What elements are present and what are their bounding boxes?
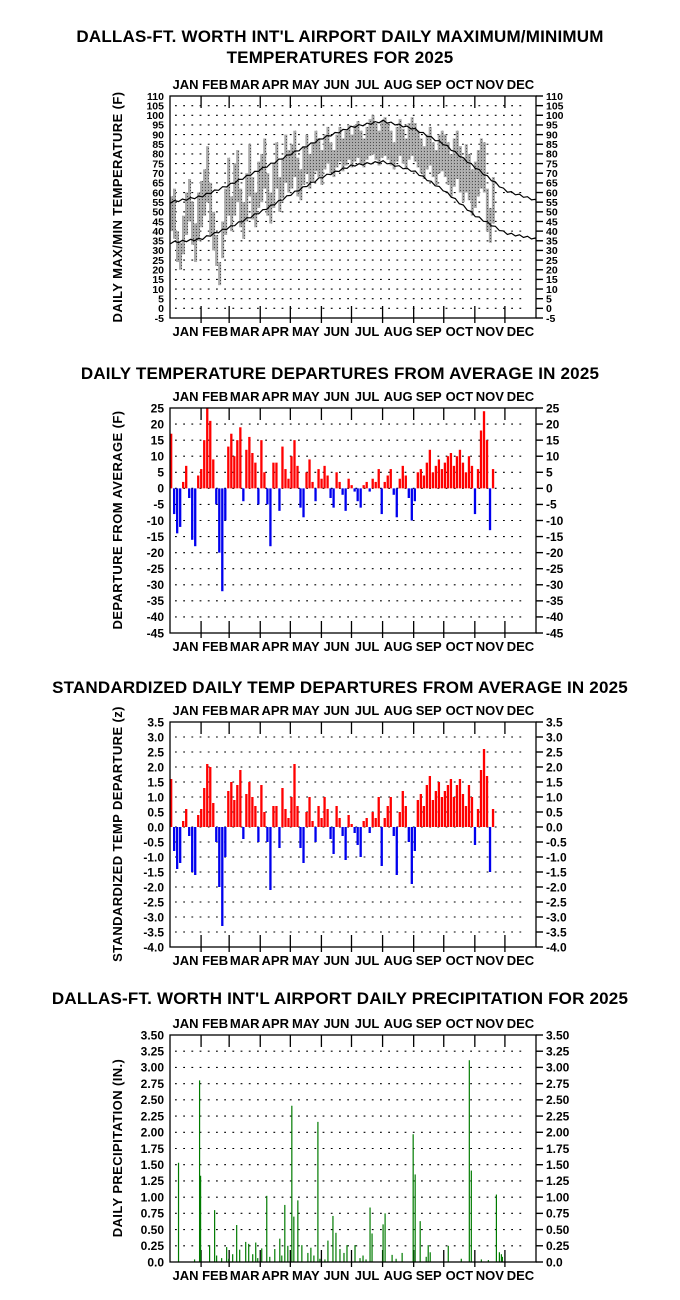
- svg-text:3.50: 3.50: [546, 1028, 570, 1043]
- svg-text:105: 105: [546, 100, 564, 113]
- svg-text:APR: APR: [261, 77, 290, 92]
- svg-text:JAN: JAN: [172, 324, 199, 339]
- svg-text:JUN: JUN: [323, 703, 350, 718]
- svg-text:3.5: 3.5: [546, 715, 563, 730]
- svg-text:100: 100: [546, 110, 564, 123]
- svg-text:FEB: FEB: [202, 324, 229, 339]
- svg-text:DEC: DEC: [506, 1268, 535, 1283]
- svg-text:JUN: JUN: [323, 324, 350, 339]
- svg-text:JAN: JAN: [172, 1016, 199, 1031]
- svg-text:55: 55: [546, 196, 558, 209]
- svg-text:45: 45: [546, 216, 558, 229]
- svg-text:-15: -15: [546, 529, 564, 544]
- svg-text:JAN: JAN: [172, 77, 199, 92]
- svg-text:-3.5: -3.5: [143, 925, 164, 940]
- svg-text:2.5: 2.5: [546, 745, 563, 760]
- svg-text:-15: -15: [146, 529, 164, 544]
- svg-text:JUL: JUL: [354, 77, 380, 92]
- svg-text:0.0: 0.0: [546, 1255, 563, 1270]
- svg-text:-0.5: -0.5: [143, 835, 164, 850]
- svg-text:110: 110: [147, 90, 164, 103]
- svg-text:1.00: 1.00: [140, 1190, 164, 1205]
- svg-text:-30: -30: [146, 578, 164, 593]
- svg-text:APR: APR: [261, 639, 290, 654]
- svg-text:JUN: JUN: [323, 1268, 350, 1283]
- svg-text:5: 5: [546, 293, 552, 306]
- svg-text:JAN: JAN: [172, 953, 199, 968]
- svg-text:-5: -5: [153, 497, 164, 512]
- svg-text:NOV: NOV: [475, 1268, 504, 1283]
- svg-text:SEP: SEP: [415, 639, 442, 654]
- chart3-standardized-departure-plot: [143, 703, 567, 968]
- svg-text:SEP: SEP: [415, 389, 442, 404]
- svg-text:1.5: 1.5: [546, 775, 563, 790]
- svg-text:JUL: JUL: [354, 324, 380, 339]
- svg-text:JUN: JUN: [323, 389, 350, 404]
- svg-text:30: 30: [546, 245, 558, 258]
- svg-text:DEC: DEC: [506, 77, 535, 92]
- svg-text:-5: -5: [546, 312, 556, 325]
- svg-text:0.0: 0.0: [147, 820, 164, 835]
- grid-and-ticks: [141, 1028, 570, 1269]
- chart1-y-axis-label: DAILY MAX/MIN TEMPERATURE (F): [110, 91, 125, 323]
- svg-text:-30: -30: [546, 578, 564, 593]
- svg-text:0.5: 0.5: [147, 805, 164, 820]
- svg-text:20: 20: [152, 264, 164, 277]
- svg-text:45: 45: [152, 216, 164, 229]
- svg-text:-2.0: -2.0: [143, 880, 164, 895]
- svg-text:APR: APR: [261, 953, 290, 968]
- svg-text:APR: APR: [261, 324, 290, 339]
- svg-text:2.5: 2.5: [147, 745, 164, 760]
- svg-text:90: 90: [152, 129, 164, 142]
- svg-text:-3.0: -3.0: [143, 910, 164, 925]
- svg-text:50: 50: [152, 206, 164, 219]
- svg-text:35: 35: [152, 235, 164, 248]
- svg-text:MAY: MAY: [292, 1016, 320, 1031]
- svg-text:-5: -5: [546, 497, 557, 512]
- svg-text:NOV: NOV: [475, 77, 504, 92]
- svg-text:0.50: 0.50: [140, 1222, 164, 1237]
- svg-text:15: 15: [546, 433, 560, 448]
- svg-text:10: 10: [150, 449, 164, 464]
- svg-text:NOV: NOV: [475, 1016, 504, 1031]
- svg-text:-4.0: -4.0: [546, 940, 567, 955]
- svg-text:APR: APR: [261, 1016, 290, 1031]
- svg-text:3.5: 3.5: [147, 715, 164, 730]
- svg-text:1.0: 1.0: [147, 790, 164, 805]
- svg-text:MAR: MAR: [229, 639, 260, 654]
- svg-text:0: 0: [158, 303, 164, 316]
- svg-text:2.25: 2.25: [140, 1109, 164, 1124]
- grid-and-ticks: [143, 715, 567, 954]
- svg-text:75: 75: [152, 158, 164, 171]
- svg-text:2.50: 2.50: [546, 1093, 570, 1108]
- svg-text:-25: -25: [146, 562, 164, 577]
- svg-text:JUL: JUL: [354, 1268, 380, 1283]
- svg-text:AUG: AUG: [383, 77, 413, 92]
- svg-text:20: 20: [546, 264, 558, 277]
- svg-text:-45: -45: [146, 626, 164, 641]
- svg-text:SEP: SEP: [415, 77, 442, 92]
- svg-text:25: 25: [152, 254, 164, 267]
- svg-text:-35: -35: [146, 594, 164, 609]
- svg-text:-10: -10: [146, 513, 164, 528]
- svg-text:OCT: OCT: [445, 953, 474, 968]
- svg-text:JUL: JUL: [354, 953, 380, 968]
- svg-text:15: 15: [150, 433, 164, 448]
- svg-text:-2.0: -2.0: [546, 880, 567, 895]
- svg-text:JAN: JAN: [172, 639, 199, 654]
- svg-text:MAY: MAY: [292, 953, 320, 968]
- svg-text:60: 60: [546, 187, 558, 200]
- data-series: [170, 408, 494, 591]
- chart1-title-line2: TEMPERATURES FOR 2025: [226, 48, 454, 67]
- svg-text:-1.0: -1.0: [546, 850, 567, 865]
- svg-text:NOV: NOV: [475, 703, 504, 718]
- svg-text:1.50: 1.50: [140, 1158, 164, 1173]
- svg-text:2.0: 2.0: [546, 760, 563, 775]
- svg-text:2.75: 2.75: [546, 1076, 570, 1091]
- svg-text:3.00: 3.00: [140, 1060, 164, 1075]
- svg-text:JAN: JAN: [172, 703, 199, 718]
- svg-text:-3.0: -3.0: [546, 910, 567, 925]
- svg-text:3.0: 3.0: [546, 730, 563, 745]
- svg-text:3.00: 3.00: [546, 1060, 570, 1075]
- svg-text:2.75: 2.75: [140, 1076, 164, 1091]
- svg-text:50: 50: [546, 206, 558, 219]
- svg-text:OCT: OCT: [445, 77, 474, 92]
- svg-text:105: 105: [146, 100, 164, 113]
- svg-text:MAR: MAR: [229, 1268, 260, 1283]
- svg-text:FEB: FEB: [202, 389, 229, 404]
- svg-text:SEP: SEP: [415, 324, 442, 339]
- svg-text:OCT: OCT: [445, 639, 474, 654]
- svg-text:25: 25: [546, 401, 560, 416]
- month-labels: [173, 703, 535, 968]
- svg-text:JUL: JUL: [354, 703, 380, 718]
- svg-text:15: 15: [152, 274, 164, 287]
- svg-text:0.75: 0.75: [546, 1206, 570, 1221]
- svg-text:AUG: AUG: [383, 703, 413, 718]
- svg-text:MAY: MAY: [292, 324, 320, 339]
- month-labels: [173, 389, 535, 654]
- svg-text:MAY: MAY: [292, 1268, 320, 1283]
- svg-text:JUL: JUL: [354, 639, 380, 654]
- data-series: [170, 749, 494, 926]
- svg-text:70: 70: [152, 167, 164, 180]
- data-series: [179, 1060, 503, 1262]
- svg-text:1.25: 1.25: [140, 1174, 164, 1189]
- svg-text:NOV: NOV: [475, 324, 504, 339]
- svg-text:FEB: FEB: [202, 953, 229, 968]
- svg-text:-40: -40: [546, 610, 564, 625]
- svg-text:JAN: JAN: [172, 389, 199, 404]
- chart3-title: STANDARDIZED DAILY TEMP DEPARTURES FROM AVERAGE IN 2025: [52, 678, 628, 697]
- svg-text:-1.5: -1.5: [546, 865, 567, 880]
- svg-text:0.25: 0.25: [140, 1239, 164, 1254]
- svg-text:1.00: 1.00: [546, 1190, 570, 1205]
- svg-text:AUG: AUG: [383, 953, 413, 968]
- svg-text:JUL: JUL: [354, 1016, 380, 1031]
- svg-text:-1.5: -1.5: [143, 865, 164, 880]
- chart4-precipitation-plot: [141, 1016, 570, 1283]
- svg-text:NOV: NOV: [475, 389, 504, 404]
- svg-text:0.50: 0.50: [546, 1222, 570, 1237]
- svg-text:-20: -20: [546, 545, 564, 560]
- svg-text:MAY: MAY: [292, 703, 320, 718]
- svg-text:JAN: JAN: [172, 1268, 199, 1283]
- svg-text:JUN: JUN: [323, 1016, 350, 1031]
- svg-text:DEC: DEC: [506, 324, 535, 339]
- svg-text:MAR: MAR: [229, 77, 260, 92]
- svg-text:1.5: 1.5: [147, 775, 164, 790]
- svg-text:FEB: FEB: [202, 77, 229, 92]
- svg-text:DEC: DEC: [506, 1016, 535, 1031]
- svg-text:85: 85: [152, 139, 164, 152]
- svg-text:2.00: 2.00: [140, 1125, 164, 1140]
- chart2-y-axis-label: DEPARTURE FROM AVERAGE (F): [110, 410, 125, 630]
- svg-text:DEC: DEC: [506, 389, 535, 404]
- svg-text:95: 95: [152, 119, 164, 132]
- svg-text:0.75: 0.75: [140, 1206, 164, 1221]
- svg-text:APR: APR: [261, 1268, 290, 1283]
- svg-text:JUL: JUL: [354, 389, 380, 404]
- svg-text:10: 10: [546, 449, 560, 464]
- svg-text:1.75: 1.75: [140, 1141, 164, 1156]
- svg-text:0: 0: [546, 481, 553, 496]
- chart2-title: DAILY TEMPERATURE DEPARTURES FROM AVERAGE IN 2025: [80, 364, 600, 383]
- svg-text:0.25: 0.25: [546, 1239, 570, 1254]
- svg-text:-0.5: -0.5: [546, 835, 567, 850]
- svg-text:5: 5: [157, 465, 164, 480]
- svg-text:2.50: 2.50: [140, 1093, 164, 1108]
- svg-text:10: 10: [152, 283, 164, 296]
- svg-text:FEB: FEB: [202, 1016, 229, 1031]
- chart1-maxmin-temperature-plot: [146, 77, 563, 339]
- svg-text:2.00: 2.00: [546, 1125, 570, 1140]
- svg-text:0.0: 0.0: [147, 1255, 164, 1270]
- svg-text:35: 35: [546, 235, 558, 248]
- svg-text:65: 65: [546, 177, 558, 190]
- chart4-title: DALLAS-FT. WORTH INT'L AIRPORT DAILY PRECIPITATION FOR 2025: [51, 989, 629, 1008]
- svg-text:0: 0: [157, 481, 164, 496]
- svg-text:DEC: DEC: [506, 703, 535, 718]
- svg-text:90: 90: [546, 129, 558, 142]
- svg-text:-45: -45: [546, 626, 564, 641]
- svg-text:55: 55: [152, 196, 164, 209]
- svg-text:0: 0: [546, 303, 552, 316]
- svg-text:-35: -35: [546, 594, 564, 609]
- svg-text:80: 80: [546, 148, 558, 161]
- svg-text:30: 30: [152, 245, 164, 258]
- svg-text:AUG: AUG: [383, 1016, 413, 1031]
- svg-text:2.25: 2.25: [546, 1109, 570, 1124]
- svg-text:-5: -5: [154, 312, 164, 325]
- svg-text:JUN: JUN: [323, 639, 350, 654]
- svg-text:5: 5: [158, 293, 164, 306]
- svg-text:0.5: 0.5: [546, 805, 563, 820]
- chart4-y-axis-label: DAILY PRECIPITATION (IN.): [110, 1058, 125, 1238]
- svg-text:-4.0: -4.0: [143, 940, 164, 955]
- svg-text:SEP: SEP: [415, 703, 442, 718]
- svg-text:JUN: JUN: [323, 953, 350, 968]
- svg-text:60: 60: [152, 187, 164, 200]
- svg-text:110: 110: [546, 90, 563, 103]
- svg-text:15: 15: [546, 274, 558, 287]
- svg-text:25: 25: [546, 254, 558, 267]
- svg-text:MAR: MAR: [229, 1016, 260, 1031]
- svg-text:JUN: JUN: [323, 77, 350, 92]
- svg-text:AUG: AUG: [383, 324, 413, 339]
- chart1-title-line1: DALLAS-FT. WORTH INT'L AIRPORT DAILY MAXIMUM/MINIMUM: [76, 27, 604, 46]
- svg-text:-2.5: -2.5: [143, 895, 164, 910]
- svg-text:100: 100: [146, 110, 164, 123]
- svg-text:95: 95: [546, 119, 558, 132]
- svg-text:NOV: NOV: [475, 953, 504, 968]
- svg-text:3.0: 3.0: [147, 730, 164, 745]
- svg-text:75: 75: [546, 158, 558, 171]
- svg-text:AUG: AUG: [383, 389, 413, 404]
- svg-text:1.75: 1.75: [546, 1141, 570, 1156]
- svg-text:APR: APR: [261, 703, 290, 718]
- svg-text:SEP: SEP: [415, 953, 442, 968]
- chart3-y-axis-label: STANDARDIZED TEMP DEPARTURE (z): [110, 706, 125, 962]
- svg-text:40: 40: [546, 225, 558, 238]
- svg-text:NOV: NOV: [475, 639, 504, 654]
- svg-text:10: 10: [546, 283, 558, 296]
- svg-text:-3.5: -3.5: [546, 925, 567, 940]
- svg-text:MAY: MAY: [292, 389, 320, 404]
- month-labels: [173, 1016, 535, 1283]
- svg-text:1.0: 1.0: [546, 790, 563, 805]
- svg-text:3.25: 3.25: [546, 1044, 570, 1059]
- svg-text:SEP: SEP: [415, 1268, 442, 1283]
- svg-text:5: 5: [546, 465, 553, 480]
- svg-text:AUG: AUG: [383, 1268, 413, 1283]
- svg-text:3.50: 3.50: [140, 1028, 164, 1043]
- svg-text:OCT: OCT: [445, 1016, 474, 1031]
- svg-text:1.25: 1.25: [546, 1174, 570, 1189]
- svg-text:MAY: MAY: [292, 639, 320, 654]
- svg-text:SEP: SEP: [415, 1016, 442, 1031]
- chart2-temperature-departure-plot: [147, 389, 564, 654]
- svg-text:-2.5: -2.5: [546, 895, 567, 910]
- svg-text:FEB: FEB: [202, 1268, 229, 1283]
- svg-text:AUG: AUG: [383, 639, 413, 654]
- svg-text:DEC: DEC: [506, 953, 535, 968]
- svg-text:MAR: MAR: [229, 389, 260, 404]
- svg-text:3.25: 3.25: [140, 1044, 164, 1059]
- svg-text:2.0: 2.0: [147, 760, 164, 775]
- svg-text:-25: -25: [546, 562, 564, 577]
- svg-text:-10: -10: [546, 513, 564, 528]
- svg-text:0.0: 0.0: [546, 820, 563, 835]
- svg-text:80: 80: [152, 148, 164, 161]
- svg-text:-40: -40: [146, 610, 164, 625]
- svg-text:85: 85: [546, 139, 558, 152]
- svg-text:-1.0: -1.0: [143, 850, 164, 865]
- svg-text:MAY: MAY: [292, 77, 320, 92]
- svg-text:OCT: OCT: [445, 324, 474, 339]
- svg-text:MAR: MAR: [229, 953, 260, 968]
- svg-text:1.50: 1.50: [546, 1158, 570, 1173]
- svg-text:FEB: FEB: [202, 639, 229, 654]
- svg-text:20: 20: [546, 417, 560, 432]
- svg-text:DEC: DEC: [506, 639, 535, 654]
- svg-text:OCT: OCT: [445, 1268, 474, 1283]
- svg-text:65: 65: [152, 177, 164, 190]
- svg-text:40: 40: [152, 225, 164, 238]
- svg-text:FEB: FEB: [202, 703, 229, 718]
- svg-text:OCT: OCT: [445, 703, 474, 718]
- svg-text:MAR: MAR: [229, 703, 260, 718]
- svg-text:MAR: MAR: [229, 324, 260, 339]
- svg-text:25: 25: [150, 401, 164, 416]
- svg-text:70: 70: [546, 167, 558, 180]
- svg-text:-20: -20: [146, 545, 164, 560]
- svg-text:APR: APR: [261, 389, 290, 404]
- svg-text:20: 20: [150, 417, 164, 432]
- svg-text:OCT: OCT: [445, 389, 474, 404]
